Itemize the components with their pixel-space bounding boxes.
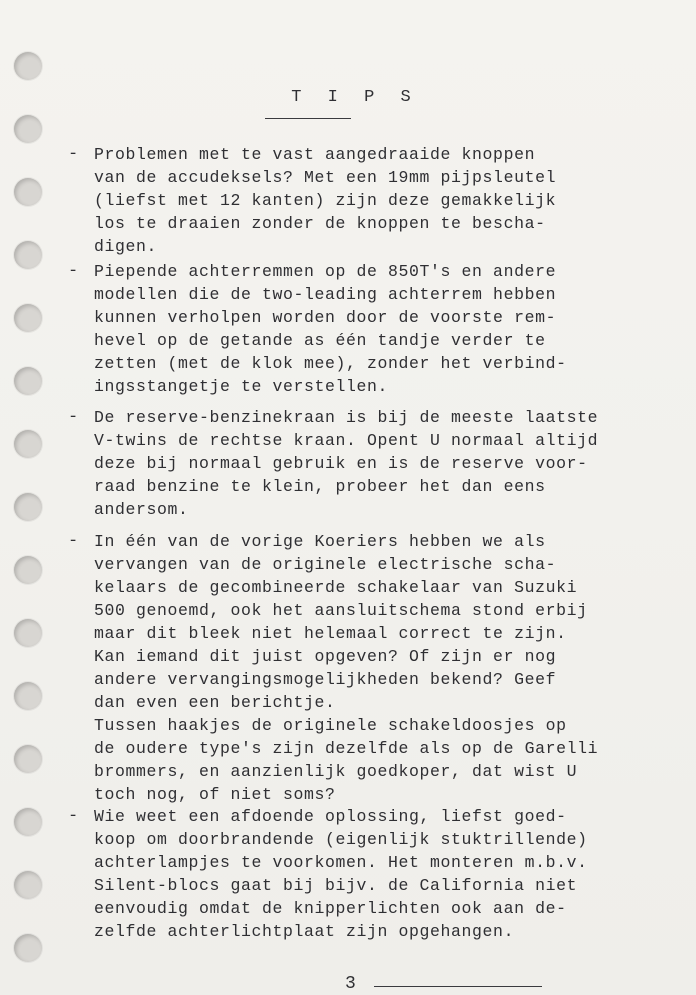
text-line: De reserve-benzinekraan is bij de meeste laatste — [94, 408, 599, 427]
punch-hole — [14, 367, 42, 395]
tip-text — [94, 143, 694, 258]
text-line: toch nog, of niet soms? — [94, 785, 336, 804]
text-line: koop om doorbrandende (eigenlijk stuktrillende) — [94, 830, 588, 849]
text-line: raad benzine te klein, probeer het dan eens — [94, 477, 546, 496]
page-title: T I P S — [291, 88, 419, 107]
text-line: van de accudeksels? Met een 19mm pijpsleutel — [94, 168, 557, 187]
bullet-dash: - — [68, 145, 79, 164]
text-line: modellen die de two-leading achterrem hebben — [94, 285, 557, 304]
text-line: andere vervangingsmogelijkheden bekend? Geef — [94, 670, 557, 689]
bullet-dash: - — [68, 532, 79, 551]
punch-hole — [14, 934, 42, 962]
text-line: zelfde achterlichtplaat zijn opgehangen. — [94, 922, 515, 941]
text-line: In één van de vorige Koeriers hebben we als — [94, 532, 546, 551]
punch-hole — [14, 745, 42, 773]
punch-hole — [14, 430, 42, 458]
binder-holes — [14, 52, 44, 992]
text-line: eenvoudig omdat de knipperlichten ook aan de- — [94, 899, 567, 918]
text-line: brommers, en aanzienlijk goedkoper, dat wist U — [94, 762, 578, 781]
text-line: (liefst met 12 kanten) zijn deze gemakkelijk — [94, 191, 557, 210]
text-line: los te draaien zonder de knoppen te bescha- — [94, 214, 546, 233]
tip-text — [94, 530, 694, 806]
text-line: V-twins de rechtse kraan. Opent U normaal altijd — [94, 431, 599, 450]
punch-hole — [14, 682, 42, 710]
text-line: Silent-blocs gaat bij bijv. de California niet — [94, 876, 578, 895]
punch-hole — [14, 619, 42, 647]
text-line: achterlampjes te voorkomen. Het monteren m.b.v. — [94, 853, 588, 872]
text-line: Tussen haakjes de originele schakeldoosjes op — [94, 716, 567, 735]
text-line: ingsstangetje te verstellen. — [94, 377, 389, 396]
text-line: digen. — [94, 237, 158, 256]
text-line: Problemen met te vast aangedraaide knoppen — [94, 145, 536, 164]
punch-hole — [14, 115, 42, 143]
text-line: hevel op de getande as één tandje verder te — [94, 331, 546, 350]
bullet-dash: - — [68, 807, 79, 826]
text-line: kunnen verholpen worden door de voorste rem- — [94, 308, 557, 327]
punch-hole — [14, 808, 42, 836]
tip-text — [94, 805, 694, 943]
text-line: zetten (met de klok mee), zonder het verbind- — [94, 354, 567, 373]
title-underline — [265, 118, 351, 119]
punch-hole — [14, 556, 42, 584]
punch-hole — [14, 304, 42, 332]
text-line: maar dit bleek niet helemaal correct te zijn. — [94, 624, 567, 643]
text-line: Kan iemand dit juist opgeven? Of zijn er nog — [94, 647, 557, 666]
text-line: 500 genoemd, ook het aansluitschema stond erbij — [94, 601, 588, 620]
bullet-dash: - — [68, 262, 79, 281]
text-line: andersom. — [94, 500, 189, 519]
punch-hole — [14, 493, 42, 521]
text-line: Wie weet een afdoende oplossing, liefst goed- — [94, 807, 567, 826]
footer-rule — [374, 986, 542, 987]
text-line: kelaars de gecombineerde schakelaar van Suzuki — [94, 578, 578, 597]
punch-hole — [14, 871, 42, 899]
tip-text — [94, 260, 694, 398]
bullet-dash: - — [68, 408, 79, 427]
text-line: de oudere type's zijn dezelfde als op de Garelli — [94, 739, 599, 758]
text-line: Piepende achterremmen op de 850T's en andere — [94, 262, 557, 281]
text-line: deze bij normaal gebruik en is de reserve voor- — [94, 454, 588, 473]
punch-hole — [14, 178, 42, 206]
punch-hole — [14, 52, 42, 80]
tip-text — [94, 406, 694, 521]
text-line: dan even een berichtje. — [94, 693, 336, 712]
text-line: vervangen van de originele electrische scha- — [94, 555, 557, 574]
page-number: 3 — [345, 974, 356, 994]
punch-hole — [14, 241, 42, 269]
